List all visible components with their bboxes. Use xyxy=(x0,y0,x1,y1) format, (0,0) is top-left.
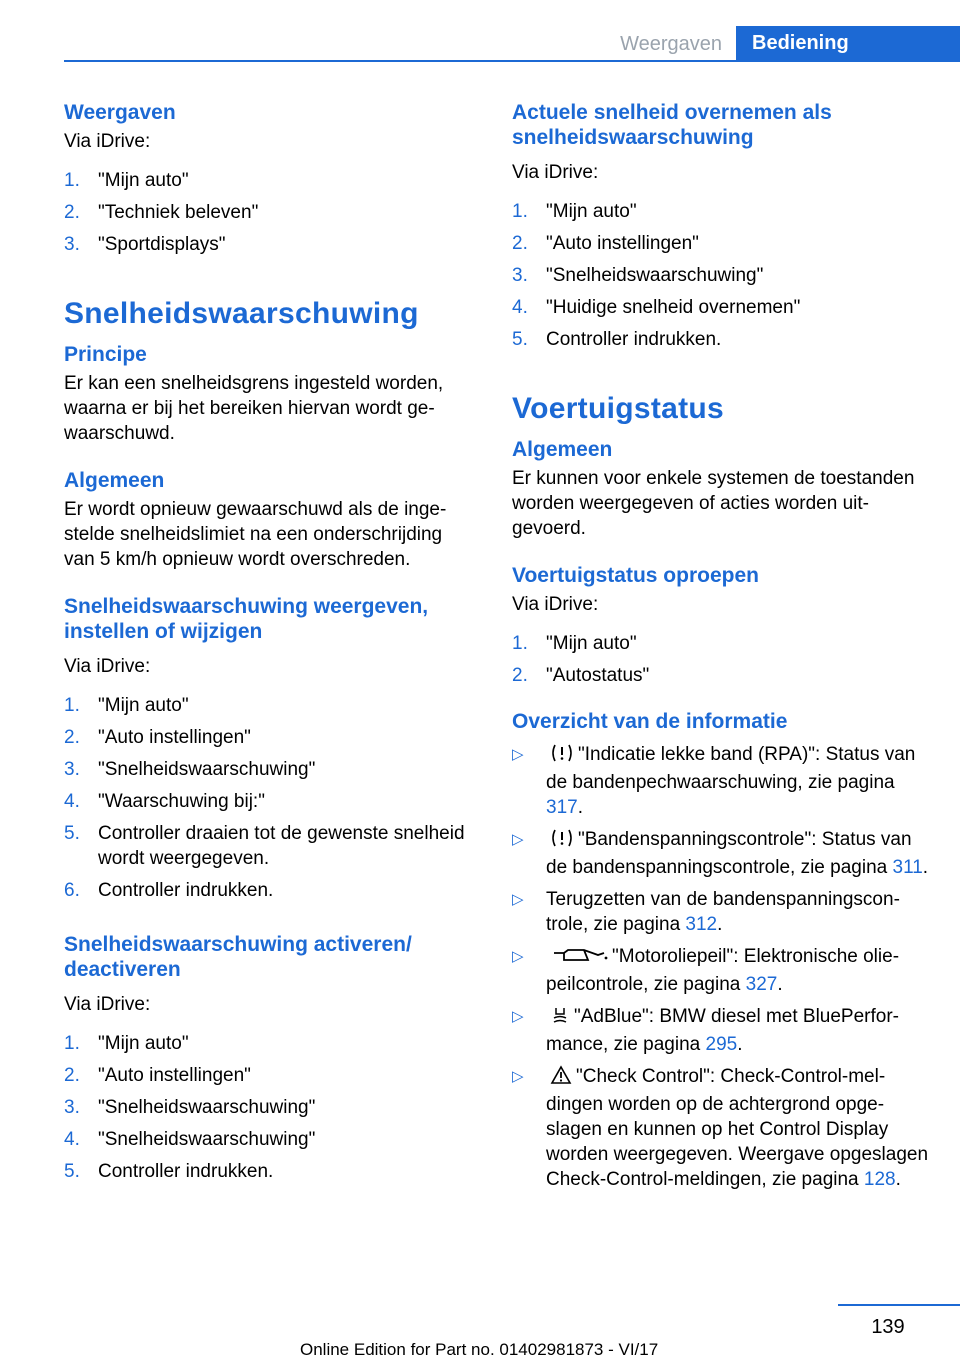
left-column xyxy=(64,100,469,1191)
item-end: . xyxy=(895,1169,901,1190)
step-number: 4. xyxy=(512,297,528,318)
heading-overzicht: Overzicht van de informatie xyxy=(512,710,788,733)
heading-activeren: Snelheidswaarschuwing activeren/ deactiveren xyxy=(64,933,412,981)
step-text: "Auto instellingen" xyxy=(98,1065,251,1086)
step-text: "Snelheidswaarschuwing" xyxy=(98,1097,316,1118)
step-text: "Auto instellingen" xyxy=(546,233,699,254)
step-number: 2. xyxy=(512,665,528,686)
footer-rule xyxy=(838,1304,960,1306)
list-item xyxy=(512,827,932,880)
step-text: "Snelheidswaarschuwing" xyxy=(98,759,316,780)
list-item xyxy=(512,231,932,256)
list-item xyxy=(64,1127,469,1152)
tire-warning-icon xyxy=(550,743,574,770)
bullet-icon: ▷ xyxy=(512,891,524,908)
list-item xyxy=(512,631,932,656)
list-item xyxy=(512,327,932,352)
step-text: "Autostatus" xyxy=(546,665,650,686)
step-number: 3. xyxy=(512,265,528,286)
list-item xyxy=(64,821,469,871)
page-link[interactable]: 317 xyxy=(546,797,578,818)
steps-list xyxy=(512,199,932,352)
list-item xyxy=(512,742,932,820)
tab-bediening[interactable]: Bediening xyxy=(736,26,960,62)
step-number: 2. xyxy=(64,202,80,223)
step-number: 3. xyxy=(64,759,80,780)
page-link[interactable]: 128 xyxy=(863,1169,896,1190)
list-item xyxy=(512,887,932,937)
item-end: . xyxy=(922,857,929,878)
step-text: "Mijn auto" xyxy=(546,633,637,654)
intro-text: Via iDrive: xyxy=(64,131,151,152)
steps-list xyxy=(64,1031,469,1184)
edition-text: Online Edition for Part no. 01402981873 - VI/17 xyxy=(300,1340,659,1359)
step-number: 3. xyxy=(64,1097,80,1118)
list-item xyxy=(64,1095,469,1120)
list-item xyxy=(64,757,469,782)
page-link[interactable]: 312 xyxy=(685,914,718,935)
step-number: 6. xyxy=(64,880,80,901)
step-text: Controller indrukken. xyxy=(98,880,274,901)
item-end: . xyxy=(717,914,723,935)
step-number: 4. xyxy=(64,791,80,812)
item-text: "Indicatie lekke band (RPA)": Status van de bandenpechwaarschuwing, zie pagina xyxy=(546,744,916,793)
step-number: 1. xyxy=(64,1033,80,1054)
bullet-icon: ▷ xyxy=(512,948,524,965)
step-text: "Techniek beleven" xyxy=(98,202,259,223)
algemeen-text: Er kunnen voor enkele systemen de toestanden worden weergegeven of acties worden uitgevoerd. xyxy=(512,468,915,539)
heading-principe: Principe xyxy=(64,343,147,366)
list-item xyxy=(64,1159,469,1184)
step-text: Controller draaien tot de gewenste snelheid wordt weergegeven. xyxy=(98,823,465,869)
list-item xyxy=(64,1063,469,1088)
heading-weergeven: Snelheidswaarschuwing weergeven, instellen of wijzigen xyxy=(64,595,429,643)
adblue-icon xyxy=(550,1005,570,1032)
steps-list xyxy=(64,168,469,257)
page-link[interactable]: 327 xyxy=(745,974,778,995)
step-text: "Mijn auto" xyxy=(546,201,637,222)
principe-text: Er kan een snelheidsgrens ingesteld worden, waarna er bij het bereiken hiervan wordt gewaarschuwd. xyxy=(64,373,444,444)
list-item xyxy=(64,232,469,257)
item-text: "Check Control": Check-Control-meldingen worden op de achtergrond opgeslagen en kunnen op het Control Display worden weergegeven. Weergave opgeslagen Check-Control-meldingen, zie pagina xyxy=(546,1066,929,1190)
item-text: "Bandenspanningscontrole": Status van de bandenspanningscontrole, zie pagina xyxy=(546,829,912,878)
step-text: "Mijn auto" xyxy=(98,1033,189,1054)
heading-algemeen: Algemeen xyxy=(512,438,613,461)
step-number: 5. xyxy=(64,1161,80,1182)
step-text: "Auto instellingen" xyxy=(98,727,251,748)
list-item xyxy=(64,1031,469,1056)
heading-algemeen: Algemeen xyxy=(64,469,165,492)
intro-text: Via iDrive: xyxy=(64,994,151,1015)
item-text: "AdBlue": BMW diesel met BluePerformance, zie pagina xyxy=(546,1006,899,1055)
list-item xyxy=(64,878,469,903)
list-item xyxy=(512,1064,932,1192)
tire-warning-icon xyxy=(550,828,574,855)
list-item xyxy=(512,263,932,288)
page-number: 139 xyxy=(871,1316,905,1338)
bullet-icon: ▷ xyxy=(512,746,524,763)
step-text: Controller indrukken. xyxy=(546,329,722,350)
list-item xyxy=(64,168,469,193)
intro-text: Via iDrive: xyxy=(64,656,151,677)
step-number: 4. xyxy=(64,1129,80,1150)
step-text: "Sportdisplays" xyxy=(98,234,226,255)
item-text: Terugzetten van de bandenspanningscontrole, zie pagina xyxy=(546,889,900,935)
step-number: 1. xyxy=(512,633,528,654)
intro-text: Via iDrive: xyxy=(512,162,599,183)
section-title-voertuigstatus: Voertuigstatus xyxy=(512,392,725,425)
list-item xyxy=(512,663,932,688)
warning-triangle-icon xyxy=(550,1065,572,1092)
list-item xyxy=(512,295,932,320)
bullet-icon: ▷ xyxy=(512,1008,524,1025)
list-item xyxy=(512,944,932,997)
heading-oproepen: Voertuigstatus oproepen xyxy=(512,564,759,587)
page-header xyxy=(0,0,960,62)
bullet-icon: ▷ xyxy=(512,1068,524,1085)
step-text: Controller indrukken. xyxy=(98,1161,274,1182)
oil-can-icon xyxy=(550,945,608,972)
info-list xyxy=(512,742,932,1192)
list-item xyxy=(64,693,469,718)
step-text: "Waarschuwing bij:" xyxy=(98,791,265,812)
tab-weergaven[interactable]: Weergaven xyxy=(620,33,722,55)
section-title-snelheidswaarschuwing: Snelheidswaarschuwing xyxy=(64,297,419,330)
page-link[interactable]: 311 xyxy=(892,857,923,878)
bullet-icon: ▷ xyxy=(512,831,524,848)
step-number: 1. xyxy=(512,201,528,222)
heading-weergaven: Weergaven xyxy=(64,101,176,124)
step-number: 5. xyxy=(64,823,80,844)
step-number: 2. xyxy=(64,727,80,748)
step-text: "Mijn auto" xyxy=(98,695,189,716)
list-item xyxy=(512,1004,932,1057)
list-item xyxy=(64,200,469,225)
heading-overnemen: Actuele snelheid overnemen als snelheidswaarschuwing xyxy=(512,101,832,149)
step-text: "Mijn auto" xyxy=(98,170,189,191)
item-end: . xyxy=(577,797,583,818)
step-number: 2. xyxy=(64,1065,80,1086)
item-text: "Motoroliepeil": Elektronische oliepeilcontrole, zie pagina xyxy=(546,946,900,995)
page-link[interactable]: 295 xyxy=(705,1034,738,1055)
step-number: 3. xyxy=(64,234,80,255)
item-end: . xyxy=(737,1034,743,1055)
steps-list xyxy=(512,631,932,688)
header-rule xyxy=(64,60,960,62)
right-column xyxy=(512,100,932,1199)
list-item xyxy=(64,725,469,750)
step-text: "Huidige snelheid overnemen" xyxy=(546,297,801,318)
step-text: "Snelheidswaarschuwing" xyxy=(546,265,764,286)
algemeen-text: Er wordt opnieuw gewaarschuwd als de ingestelde snelheidslimiet na een onderschrijding van 5 km/h opnieuw wordt overschreden. xyxy=(64,499,447,570)
intro-text: Via iDrive: xyxy=(512,594,599,615)
steps-list xyxy=(64,693,469,903)
list-item xyxy=(64,789,469,814)
list-item xyxy=(512,199,932,224)
item-end: . xyxy=(777,974,783,995)
step-number: 2. xyxy=(512,233,528,254)
step-text: "Snelheidswaarschuwing" xyxy=(98,1129,316,1150)
step-number: 1. xyxy=(64,170,80,191)
step-number: 5. xyxy=(512,329,528,350)
step-number: 1. xyxy=(64,695,80,716)
